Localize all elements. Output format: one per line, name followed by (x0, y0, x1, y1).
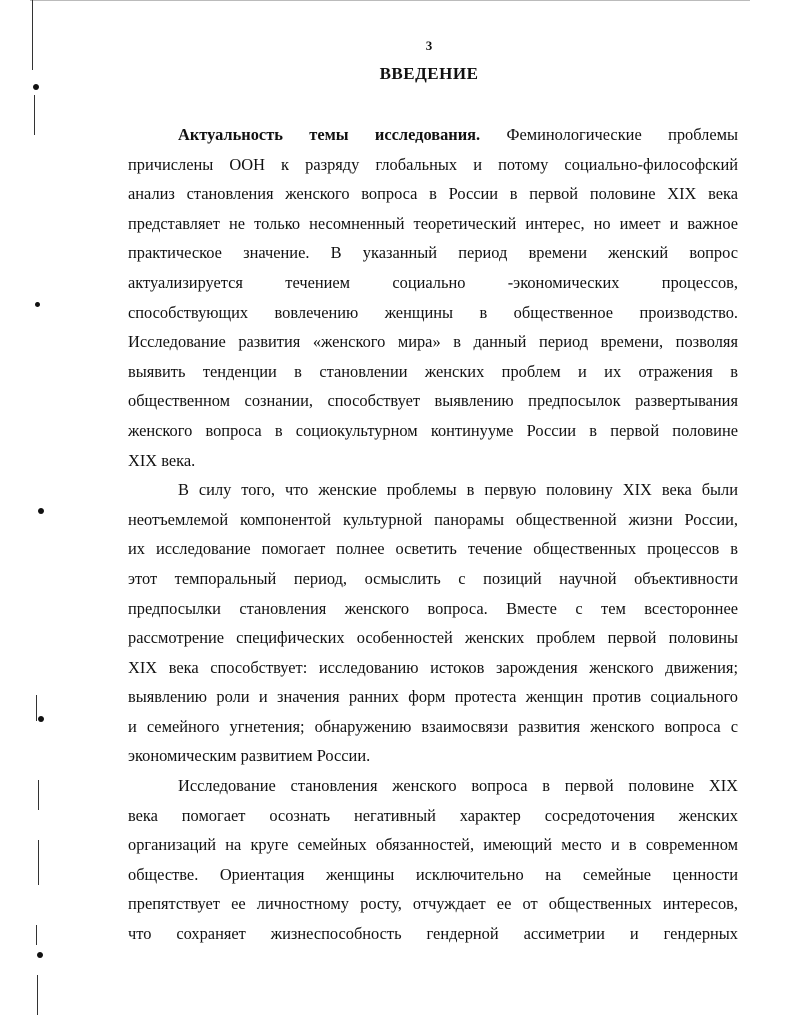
scan-speck (37, 952, 43, 958)
paragraph-lead: Актуальность темы исследования. (178, 125, 481, 144)
scan-speck (38, 508, 44, 514)
text-line: XIX века способствует: исследованию истоков зарождения женского движения; (128, 657, 738, 677)
text-line: XIX века. (128, 450, 196, 470)
text-line: препятствует ее личностному росту, отчуждает ее от общественных интересов, (128, 894, 738, 914)
scan-speck (38, 716, 44, 722)
scan-speck (35, 302, 40, 307)
text-line: причислены ООН к разряду глобальных и потому социально-философский (128, 154, 738, 174)
text-line: и семейного угнетения; обнаружению взаимосвязи развития женского вопроса с (128, 716, 738, 736)
text-line: выявлению роли и значения ранних форм протеста женщин против социального (128, 687, 738, 707)
document-body (128, 120, 738, 949)
text-line: способствующих вовлечению женщины в общественное производство. (128, 302, 738, 322)
page-title: ВВЕДЕНИЕ (379, 64, 479, 83)
text-line: экономическим развитием России. (128, 746, 371, 766)
text-line: анализ становления женского вопроса в России в первой половине XIX века (128, 184, 738, 204)
text-line: В силу того, что женские проблемы в первую половину XIX века были (178, 480, 738, 500)
text-line: организаций на круге семейных обязанностей, имеющий место и в современном (128, 835, 738, 855)
paragraph (128, 120, 738, 475)
text-line: неотъемлемой компонентой культурной панорамы общественной жизни России, (128, 509, 738, 529)
scan-margin-line (32, 0, 33, 70)
text-line: общественном сознании, способствует выявлению предпосылок развертывания (128, 391, 738, 411)
scan-margin-line (36, 925, 37, 945)
text-line: выявить тенденции в становлении женских проблем и их отражения в (128, 361, 738, 381)
text-line: их исследование помогает полнее осветить течение общественных процессов в (128, 539, 738, 559)
text-line: рассмотрение специфических особенностей женских проблем первой половины (128, 628, 738, 648)
text-line: обществе. Ориентация женщины исключительно на семейные ценности (128, 864, 738, 884)
text-line: актуализируется течением социально -экономических процессов, (128, 272, 738, 292)
scan-margin-line (34, 95, 35, 135)
text-line: представляет не только несомненный теоретический интерес, но имеет и важное (128, 213, 738, 233)
scan-speck (33, 84, 39, 90)
scan-top-edge (30, 0, 750, 1)
text-line: Актуальность темы исследования. Феминологические проблемы (178, 125, 738, 144)
scan-margin-line (37, 975, 38, 1015)
scan-margin-line (36, 695, 37, 721)
scan-margin-line (38, 840, 39, 885)
paragraph (128, 771, 738, 949)
text-line: Исследование развития «женского мира» в данный период времени, позволяя (128, 332, 738, 352)
text-line: века помогает осознать негативный характер сосредоточения женских (128, 805, 738, 825)
scan-margin-line (38, 780, 39, 810)
text-line: что сохраняет жизнеспособность гендерной ассиметрии и гендерных (128, 924, 738, 944)
text-line: этот темпоральный период, осмыслить с позиций научной объективности (128, 568, 738, 588)
text-line: женского вопроса в социокультурном континууме России в первой половине (128, 420, 738, 440)
page-number: 3 (425, 38, 433, 53)
text-line: практическое значение. В указанный период времени женский вопрос (128, 243, 738, 263)
text-line: предпосылки становления женского вопроса. Вместе с тем всестороннее (128, 598, 738, 618)
text-line: Исследование становления женского вопроса в первой половине XIX (178, 776, 738, 796)
paragraph (128, 475, 738, 771)
